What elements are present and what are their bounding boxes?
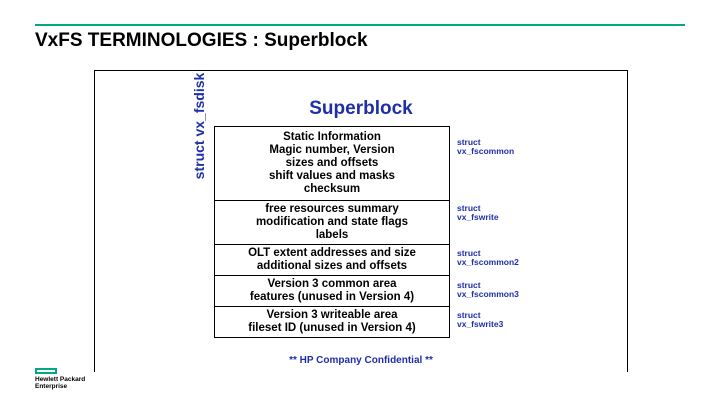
struct-name-fswrite3: struct vx_fswrite3 <box>457 310 504 329</box>
diagram-title: Superblock <box>309 98 413 119</box>
section-v3-common-area <box>215 276 449 307</box>
section-text: Version 3 writeable area fileset ID (unused in Version 4) <box>248 309 416 334</box>
section-text: free resources summary modification and state flags labels <box>255 203 409 241</box>
struct-name-fswrite: struct vx_fswrite <box>457 203 499 222</box>
section-olt-extent <box>215 245 449 276</box>
company-logo <box>35 368 85 390</box>
section-free-resources <box>215 201 449 245</box>
section-text: OLT extent addresses and size additional sizes and offsets <box>248 247 416 272</box>
confidential-footer: ** HP Company Confidential ** <box>289 355 433 366</box>
section-static-information <box>215 127 449 201</box>
outer-struct-label: struct vx_fsdisk <box>191 72 207 180</box>
section-v3-writeable-area <box>215 307 449 337</box>
struct-name-fscommon: struct vx_fscommon <box>457 137 515 156</box>
struct-name-fscommon2: struct vx_fscommon2 <box>457 248 519 267</box>
logo-rectangle-icon <box>35 368 57 374</box>
slide-title: VxFS TERMINOLOGIES : Superblock <box>35 30 368 51</box>
struct-name-fscommon3: struct vx_fscommon3 <box>457 280 519 299</box>
title-rule <box>35 24 685 26</box>
section-text: Static Information Magic number, Version sizes and offsets shift values and masks checksum <box>269 131 395 195</box>
superblock-figure <box>94 70 628 372</box>
logo-text: Hewlett Packard Enterprise <box>35 376 86 390</box>
section-text: Version 3 common area features (unused in Version 4) <box>249 278 415 303</box>
struct-names <box>457 71 597 372</box>
superblock-table <box>214 126 450 338</box>
